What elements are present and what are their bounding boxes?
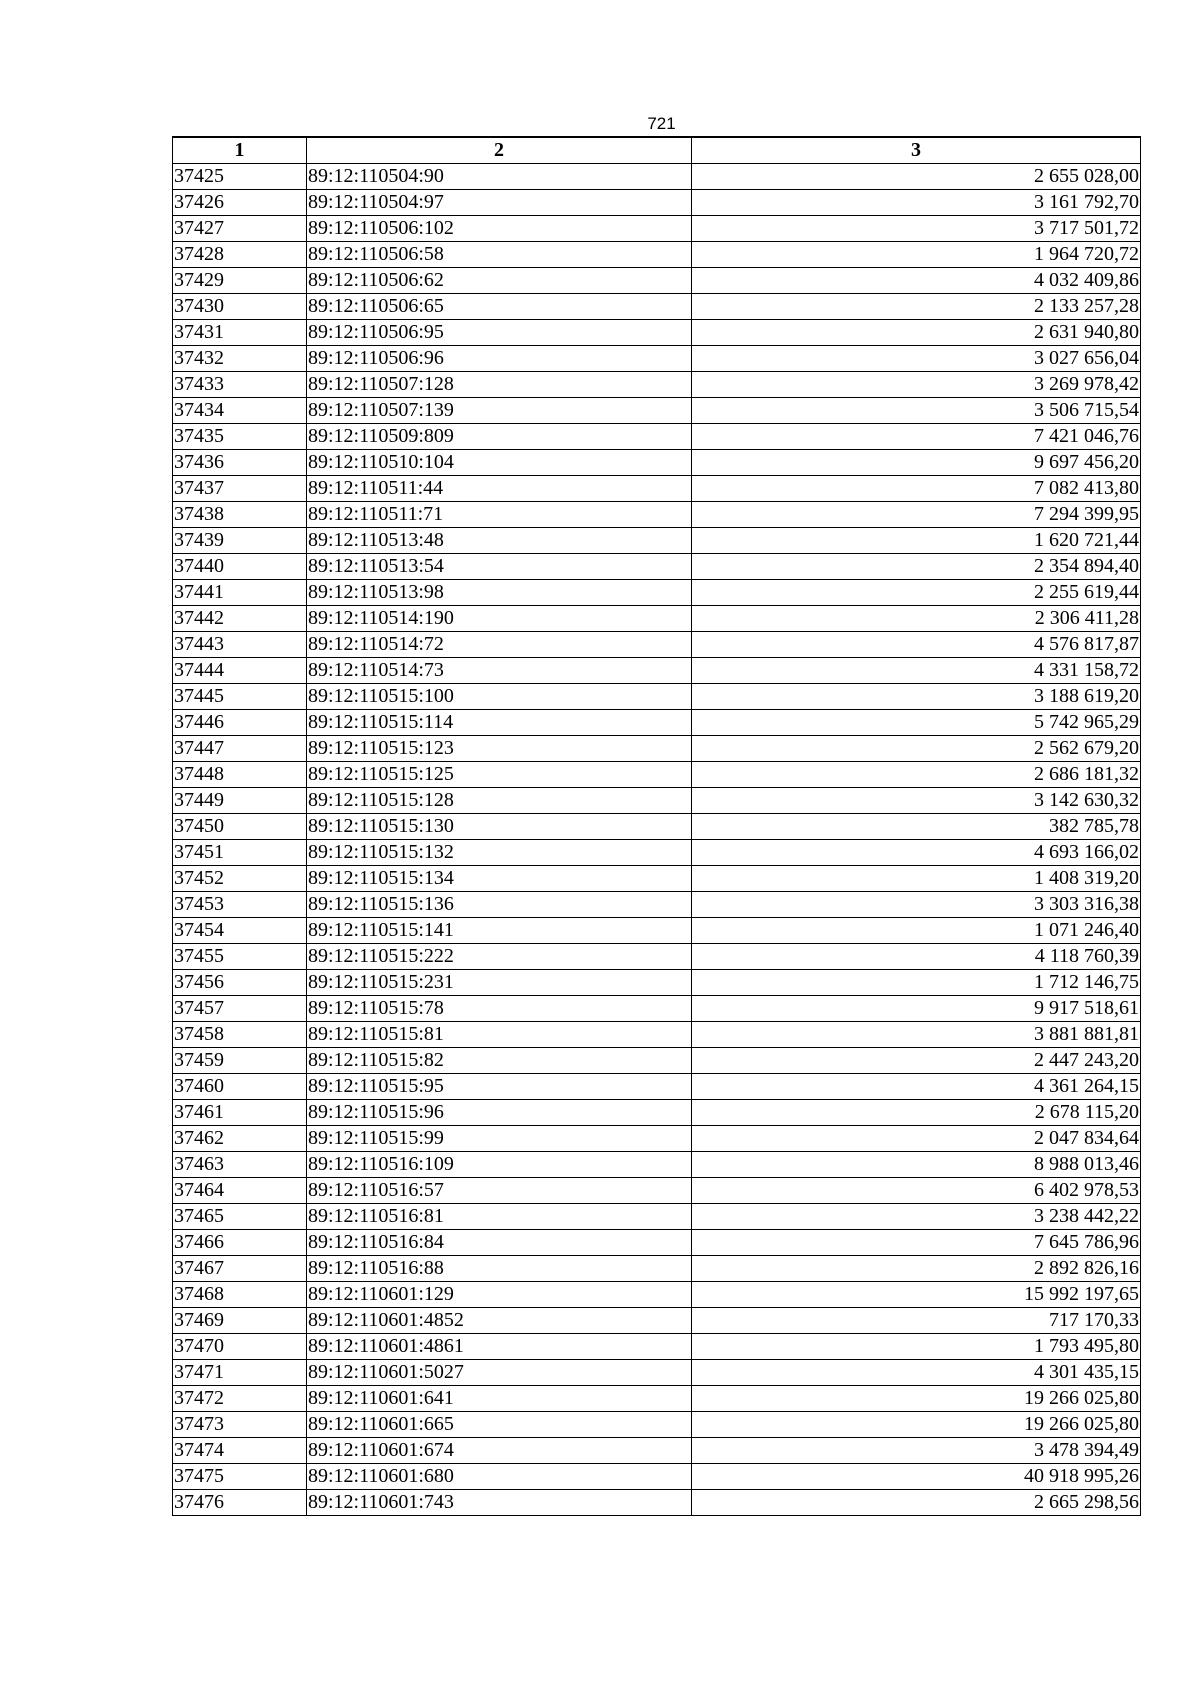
cadastral-value-cell: 4 032 409,86 (692, 268, 1141, 294)
row-number-cell: 37429 (173, 268, 307, 294)
table-row (173, 1100, 1141, 1126)
cadastral-value-cell: 9 697 456,20 (692, 450, 1141, 476)
cadastral-value-cell: 1 620 721,44 (692, 528, 1141, 554)
cadastral-value-cell: 1 408 319,20 (692, 866, 1141, 892)
cadastral-number-cell: 89:12:110515:136 (307, 892, 692, 918)
table-row (173, 164, 1141, 190)
row-number-cell: 37459 (173, 1048, 307, 1074)
row-number-cell: 37463 (173, 1152, 307, 1178)
table-row (173, 294, 1141, 320)
cadastral-number-cell: 89:12:110515:222 (307, 944, 692, 970)
row-number-cell: 37433 (173, 372, 307, 398)
table-row (173, 320, 1141, 346)
table-row (173, 476, 1141, 502)
row-number-cell: 37446 (173, 710, 307, 736)
table-header-row (173, 137, 1141, 164)
cadastral-value-cell: 19 266 025,80 (692, 1386, 1141, 1412)
table-row (173, 632, 1141, 658)
cadastral-number-cell: 89:12:110515:100 (307, 684, 692, 710)
table-row (173, 1282, 1141, 1308)
table-row (173, 1412, 1141, 1438)
row-number-cell: 37467 (173, 1256, 307, 1282)
cadastral-value-cell: 7 082 413,80 (692, 476, 1141, 502)
table-row (173, 1126, 1141, 1152)
row-number-cell: 37441 (173, 580, 307, 606)
table-row (173, 268, 1141, 294)
cadastral-number-cell: 89:12:110514:73 (307, 658, 692, 684)
cadastral-number-cell: 89:12:110515:132 (307, 840, 692, 866)
cadastral-number-cell: 89:12:110511:44 (307, 476, 692, 502)
cadastral-value-cell: 1 071 246,40 (692, 918, 1141, 944)
table-row (173, 606, 1141, 632)
cadastral-number-cell: 89:12:110515:231 (307, 970, 692, 996)
table-row (173, 1386, 1141, 1412)
cadastral-number-cell: 89:12:110515:130 (307, 814, 692, 840)
table-row (173, 450, 1141, 476)
cadastral-value-cell: 3 027 656,04 (692, 346, 1141, 372)
table-row (173, 242, 1141, 268)
table-row (173, 1204, 1141, 1230)
table-row (173, 1048, 1141, 1074)
table-row (173, 1438, 1141, 1464)
cadastral-number-cell: 89:12:110515:78 (307, 996, 692, 1022)
row-number-cell: 37452 (173, 866, 307, 892)
row-number-cell: 37476 (173, 1490, 307, 1516)
cadastral-value-cell: 2 631 940,80 (692, 320, 1141, 346)
cadastral-number-cell: 89:12:110504:90 (307, 164, 692, 190)
cadastral-value-cell: 2 678 115,20 (692, 1100, 1141, 1126)
table-row (173, 554, 1141, 580)
table-body (173, 164, 1141, 1516)
cadastral-value-cell: 3 717 501,72 (692, 216, 1141, 242)
row-number-cell: 37445 (173, 684, 307, 710)
table-row (173, 710, 1141, 736)
cadastral-value-cell: 382 785,78 (692, 814, 1141, 840)
table-row (173, 1074, 1141, 1100)
row-number-cell: 37465 (173, 1204, 307, 1230)
cadastral-number-cell: 89:12:110515:125 (307, 762, 692, 788)
cadastral-number-cell: 89:12:110515:141 (307, 918, 692, 944)
cadastral-number-cell: 89:12:110513:54 (307, 554, 692, 580)
cadastral-number-cell: 89:12:110516:81 (307, 1204, 692, 1230)
row-number-cell: 37471 (173, 1360, 307, 1386)
table-row (173, 424, 1141, 450)
cadastral-value-cell: 4 693 166,02 (692, 840, 1141, 866)
table-row (173, 1152, 1141, 1178)
table-row (173, 736, 1141, 762)
table-row (173, 970, 1141, 996)
row-number-cell: 37458 (173, 1022, 307, 1048)
cadastral-value-cell: 4 118 760,39 (692, 944, 1141, 970)
row-number-cell: 37447 (173, 736, 307, 762)
row-number-cell: 37435 (173, 424, 307, 450)
cadastral-value-cell: 2 665 298,56 (692, 1490, 1141, 1516)
table-row (173, 840, 1141, 866)
row-number-cell: 37472 (173, 1386, 307, 1412)
table-row (173, 1490, 1141, 1516)
cadastral-value-cell: 40 918 995,26 (692, 1464, 1141, 1490)
page-number: 721 (647, 114, 676, 133)
row-number-cell: 37461 (173, 1100, 307, 1126)
cadastral-number-cell: 89:12:110506:65 (307, 294, 692, 320)
row-number-cell: 37440 (173, 554, 307, 580)
cadastral-value-cell: 9 917 518,61 (692, 996, 1141, 1022)
row-number-cell: 37428 (173, 242, 307, 268)
cadastral-number-cell: 89:12:110507:139 (307, 398, 692, 424)
row-number-cell: 37426 (173, 190, 307, 216)
cadastral-value-cell: 2 306 411,28 (692, 606, 1141, 632)
cadastral-number-cell: 89:12:110601:5027 (307, 1360, 692, 1386)
table-row (173, 944, 1141, 970)
cadastral-value-cell: 3 161 792,70 (692, 190, 1141, 216)
cadastral-value-cell: 4 576 817,87 (692, 632, 1141, 658)
row-number-cell: 37444 (173, 658, 307, 684)
cadastral-number-cell: 89:12:110515:99 (307, 1126, 692, 1152)
cadastral-value-cell: 1 793 495,80 (692, 1334, 1141, 1360)
cadastral-number-cell: 89:12:110516:88 (307, 1256, 692, 1282)
row-number-cell: 37473 (173, 1412, 307, 1438)
cadastral-number-cell: 89:12:110515:96 (307, 1100, 692, 1126)
cadastral-value-cell: 2 447 243,20 (692, 1048, 1141, 1074)
cadastral-value-cell: 7 294 399,95 (692, 502, 1141, 528)
table-row (173, 372, 1141, 398)
table-row (173, 1308, 1141, 1334)
cadastral-number-cell: 89:12:110601:680 (307, 1464, 692, 1490)
row-number-cell: 37453 (173, 892, 307, 918)
cadastral-value-cell: 2 562 679,20 (692, 736, 1141, 762)
cadastral-number-cell: 89:12:110515:123 (307, 736, 692, 762)
row-number-cell: 37475 (173, 1464, 307, 1490)
row-number-cell: 37448 (173, 762, 307, 788)
cadastral-value-cell: 2 892 826,16 (692, 1256, 1141, 1282)
table-row (173, 1178, 1141, 1204)
cadastral-number-cell: 89:12:110504:97 (307, 190, 692, 216)
cadastral-value-cell: 7 645 786,96 (692, 1230, 1141, 1256)
cadastral-number-cell: 89:12:110601:129 (307, 1282, 692, 1308)
cadastral-value-cell: 3 142 630,32 (692, 788, 1141, 814)
cadastral-number-cell: 89:12:110506:96 (307, 346, 692, 372)
cadastral-number-cell: 89:12:110601:4861 (307, 1334, 692, 1360)
cadastral-value-cell: 2 255 619,44 (692, 580, 1141, 606)
row-number-cell: 37474 (173, 1438, 307, 1464)
table-row (173, 866, 1141, 892)
cadastral-value-cell: 8 988 013,46 (692, 1152, 1141, 1178)
cadastral-number-cell: 89:12:110515:134 (307, 866, 692, 892)
cadastral-value-cell: 7 421 046,76 (692, 424, 1141, 450)
cadastral-number-cell: 89:12:110507:128 (307, 372, 692, 398)
table-row (173, 528, 1141, 554)
cadastral-value-cell: 2 686 181,32 (692, 762, 1141, 788)
cadastral-value-cell: 4 301 435,15 (692, 1360, 1141, 1386)
cadastral-value-cell: 15 992 197,65 (692, 1282, 1141, 1308)
cadastral-value-table (172, 136, 1141, 1516)
row-number-cell: 37469 (173, 1308, 307, 1334)
table-row (173, 1230, 1141, 1256)
table-row (173, 502, 1141, 528)
cadastral-value-cell: 2 133 257,28 (692, 294, 1141, 320)
cadastral-number-cell: 89:12:110601:665 (307, 1412, 692, 1438)
column-header-number: 1 (173, 137, 307, 164)
cadastral-number-cell: 89:12:110515:128 (307, 788, 692, 814)
row-number-cell: 37437 (173, 476, 307, 502)
cadastral-value-cell: 19 266 025,80 (692, 1412, 1141, 1438)
cadastral-value-cell: 3 478 394,49 (692, 1438, 1141, 1464)
row-number-cell: 37427 (173, 216, 307, 242)
table-row (173, 762, 1141, 788)
cadastral-number-cell: 89:12:110506:95 (307, 320, 692, 346)
row-number-cell: 37432 (173, 346, 307, 372)
cadastral-value-cell: 4 331 158,72 (692, 658, 1141, 684)
cadastral-value-cell: 3 303 316,38 (692, 892, 1141, 918)
cadastral-number-cell: 89:12:110515:114 (307, 710, 692, 736)
row-number-cell: 37430 (173, 294, 307, 320)
table-row (173, 892, 1141, 918)
column-header-value: 3 (692, 137, 1141, 164)
row-number-cell: 37434 (173, 398, 307, 424)
table-row (173, 684, 1141, 710)
row-number-cell: 37451 (173, 840, 307, 866)
column-header-cadastral-number: 2 (307, 137, 692, 164)
cadastral-number-cell: 89:12:110513:98 (307, 580, 692, 606)
row-number-cell: 37457 (173, 996, 307, 1022)
cadastral-number-cell: 89:12:110506:62 (307, 268, 692, 294)
cadastral-number-cell: 89:12:110513:48 (307, 528, 692, 554)
table-row (173, 918, 1141, 944)
table-row (173, 190, 1141, 216)
table-row (173, 814, 1141, 840)
cadastral-value-cell: 5 742 965,29 (692, 710, 1141, 736)
cadastral-value-cell: 4 361 264,15 (692, 1074, 1141, 1100)
cadastral-number-cell: 89:12:110515:81 (307, 1022, 692, 1048)
table-row (173, 216, 1141, 242)
cadastral-number-cell: 89:12:110510:104 (307, 450, 692, 476)
row-number-cell: 37470 (173, 1334, 307, 1360)
cadastral-number-cell: 89:12:110601:4852 (307, 1308, 692, 1334)
table-row (173, 996, 1141, 1022)
table-row (173, 346, 1141, 372)
cadastral-value-cell: 1 964 720,72 (692, 242, 1141, 268)
cadastral-number-cell: 89:12:110506:58 (307, 242, 692, 268)
row-number-cell: 37449 (173, 788, 307, 814)
cadastral-value-cell: 6 402 978,53 (692, 1178, 1141, 1204)
cadastral-number-cell: 89:12:110514:72 (307, 632, 692, 658)
table-row (173, 788, 1141, 814)
cadastral-value-cell: 3 881 881,81 (692, 1022, 1141, 1048)
cadastral-number-cell: 89:12:110515:95 (307, 1074, 692, 1100)
table-row (173, 1334, 1141, 1360)
cadastral-value-cell: 717 170,33 (692, 1308, 1141, 1334)
row-number-cell: 37454 (173, 918, 307, 944)
table-row (173, 1360, 1141, 1386)
cadastral-number-cell: 89:12:110506:102 (307, 216, 692, 242)
cadastral-value-cell: 3 238 442,22 (692, 1204, 1141, 1230)
row-number-cell: 37456 (173, 970, 307, 996)
cadastral-number-cell: 89:12:110601:641 (307, 1386, 692, 1412)
cadastral-number-cell: 89:12:110511:71 (307, 502, 692, 528)
table-row (173, 658, 1141, 684)
cadastral-value-cell: 3 506 715,54 (692, 398, 1141, 424)
row-number-cell: 37425 (173, 164, 307, 190)
row-number-cell: 37443 (173, 632, 307, 658)
row-number-cell: 37442 (173, 606, 307, 632)
row-number-cell: 37464 (173, 1178, 307, 1204)
cadastral-value-cell: 1 712 146,75 (692, 970, 1141, 996)
table-row (173, 1256, 1141, 1282)
cadastral-value-cell: 3 188 619,20 (692, 684, 1141, 710)
row-number-cell: 37431 (173, 320, 307, 346)
cadastral-number-cell: 89:12:110601:743 (307, 1490, 692, 1516)
cadastral-number-cell: 89:12:110516:57 (307, 1178, 692, 1204)
row-number-cell: 37455 (173, 944, 307, 970)
cadastral-number-cell: 89:12:110514:190 (307, 606, 692, 632)
table-row (173, 580, 1141, 606)
cadastral-number-cell: 89:12:110516:84 (307, 1230, 692, 1256)
cadastral-number-cell: 89:12:110516:109 (307, 1152, 692, 1178)
table-row (173, 398, 1141, 424)
row-number-cell: 37462 (173, 1126, 307, 1152)
cadastral-number-cell: 89:12:110509:809 (307, 424, 692, 450)
cadastral-value-cell: 2 655 028,00 (692, 164, 1141, 190)
row-number-cell: 37468 (173, 1282, 307, 1308)
cadastral-number-cell: 89:12:110515:82 (307, 1048, 692, 1074)
row-number-cell: 37450 (173, 814, 307, 840)
cadastral-value-cell: 3 269 978,42 (692, 372, 1141, 398)
row-number-cell: 37438 (173, 502, 307, 528)
cadastral-value-cell: 2 047 834,64 (692, 1126, 1141, 1152)
row-number-cell: 37460 (173, 1074, 307, 1100)
table-row (173, 1022, 1141, 1048)
table-row (173, 1464, 1141, 1490)
row-number-cell: 37436 (173, 450, 307, 476)
cadastral-value-cell: 2 354 894,40 (692, 554, 1141, 580)
cadastral-number-cell: 89:12:110601:674 (307, 1438, 692, 1464)
row-number-cell: 37466 (173, 1230, 307, 1256)
row-number-cell: 37439 (173, 528, 307, 554)
